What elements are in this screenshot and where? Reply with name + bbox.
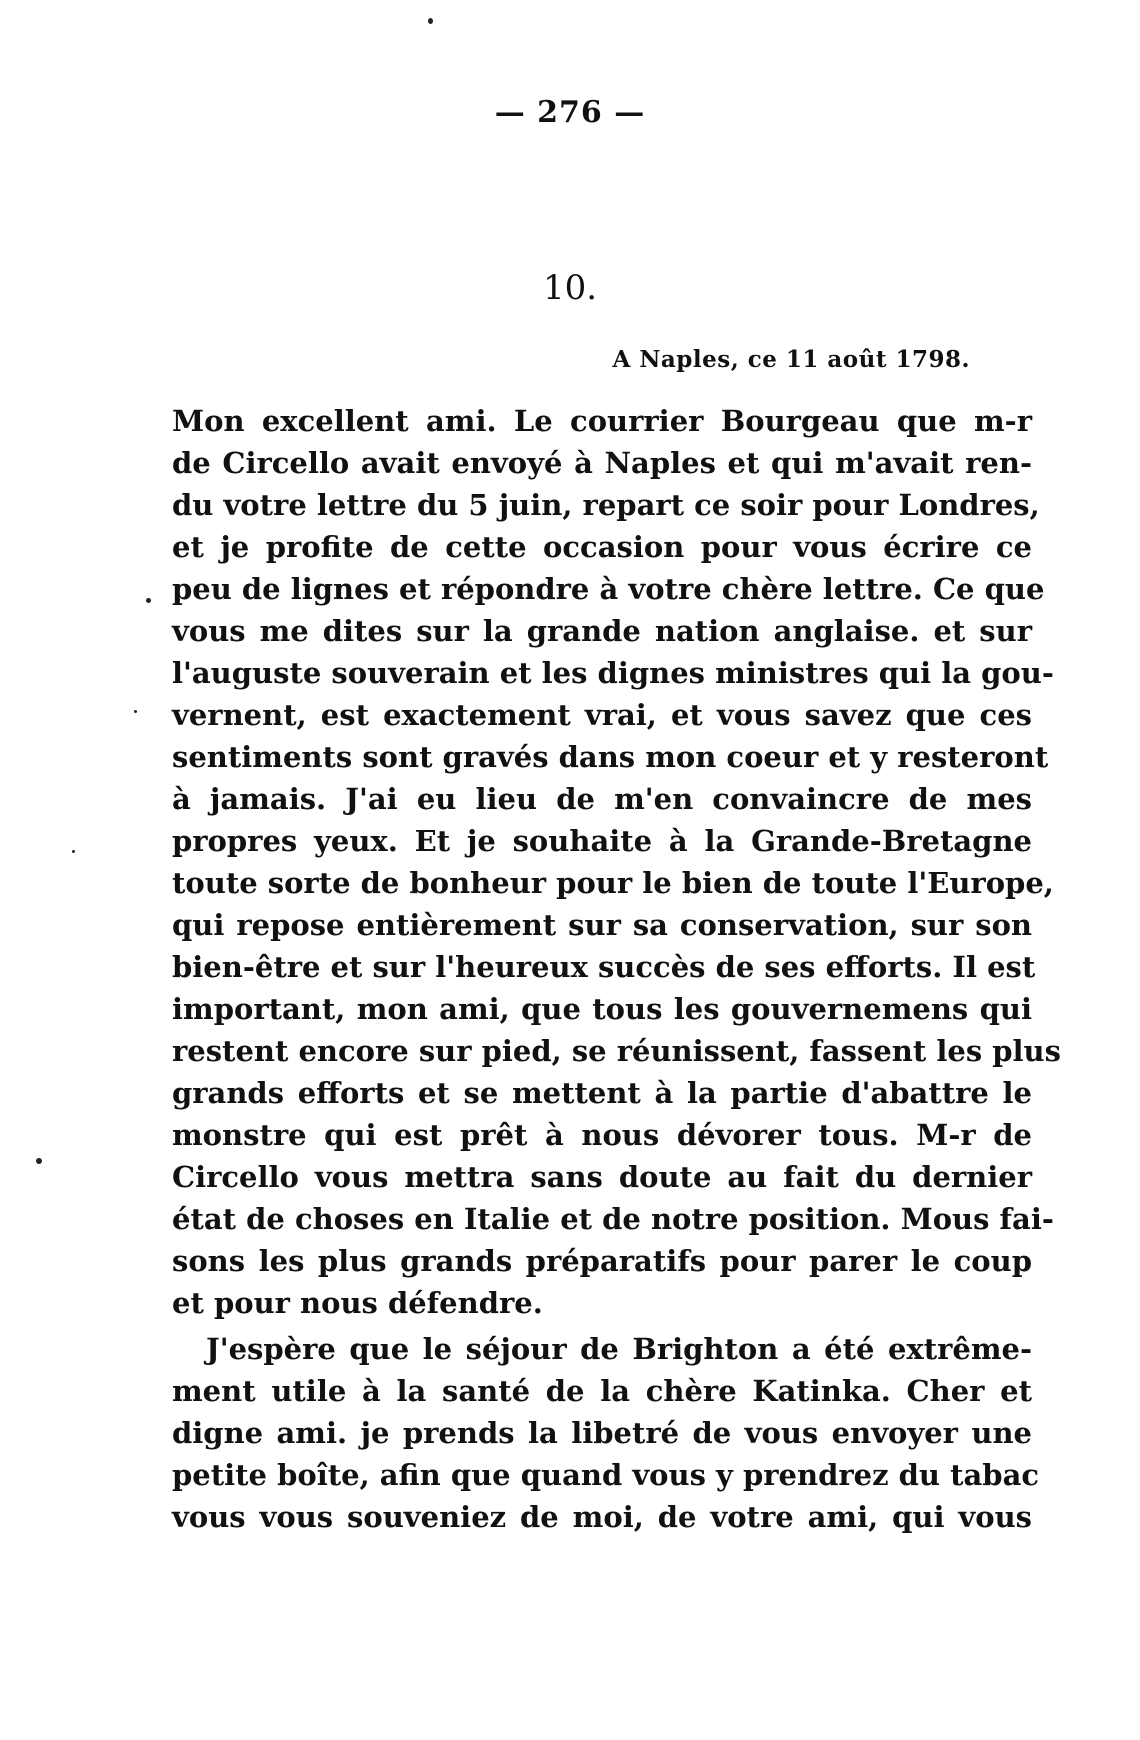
text-line: état de choses en Italie et de notre position. Mous fai-	[172, 1202, 1054, 1236]
text-line: du votre lettre du 5 juin, repart ce soir pour Londres,	[172, 488, 1040, 522]
text-line: et je profite de cette occasion pour vous écrire ce	[172, 530, 1032, 564]
text-line: et pour nous défendre.	[172, 1286, 543, 1320]
scan-speck	[146, 598, 151, 603]
text-line: à jamais. J'ai eu lieu de m'en convaincre de mes	[172, 782, 1032, 816]
text-line: Mon excellent ami. Le courrier Bourgeau que m-r	[172, 404, 1032, 438]
text-line: bien-être et sur l'heureux succès de ses efforts. Il est	[172, 950, 1036, 984]
text-line: sentiments sont gravés dans mon coeur et y resteront	[172, 740, 1049, 774]
scan-speck	[134, 710, 137, 713]
text-line: vernent, est exactement vrai, et vous savez que ces	[172, 698, 1032, 732]
text-line: important, mon ami, que tous les gouvernemens qui	[172, 992, 1032, 1026]
text-line: sons les plus grands préparatifs pour parer le coup	[172, 1244, 1032, 1278]
letter-body	[172, 400, 1061, 1538]
text-line: propres yeux. Et je souhaite à la Grande-Bretagne	[172, 824, 1032, 858]
scan-speck	[36, 1158, 42, 1164]
scan-speck	[428, 18, 433, 24]
text-line: toute sorte de bonheur pour le bien de toute l'Europe,	[172, 866, 1054, 900]
dateline: A Naples, ce 11 août 1798.	[612, 346, 970, 373]
text-line: restent encore sur pied, se réunissent, fassent les plus	[172, 1034, 1061, 1068]
text-line: digne ami. je prends la libetré de vous envoyer une	[172, 1416, 1032, 1450]
text-line: peu de lignes et répondre à votre chère lettre. Ce que	[172, 572, 1045, 606]
text-line: Circello vous mettra sans doute au fait du dernier	[172, 1160, 1032, 1194]
scan-speck	[72, 850, 75, 853]
text-line: de Circello avait envoyé à Naples et qui m'avait ren-	[172, 446, 1032, 480]
text-line: vous vous souveniez de moi, de votre ami, qui vous	[172, 1500, 1032, 1534]
letter-number: 10.	[542, 268, 598, 308]
text-line: grands efforts et se mettent à la partie d'abattre le	[172, 1076, 1032, 1110]
text-line: l'auguste souverain et les dignes ministres qui la gou-	[172, 656, 1054, 690]
text-line: ment utile à la santé de la chère Katinka. Cher et	[172, 1374, 1032, 1408]
text-line: qui repose entièrement sur sa conservation, sur son	[172, 908, 1032, 942]
page-number: — 276 —	[494, 95, 646, 130]
text-line: monstre qui est prêt à nous dévorer tous. M-r de	[172, 1118, 1032, 1152]
text-line: vous me dites sur la grande nation anglaise. et sur	[172, 614, 1032, 648]
text-line: J'espère que le séjour de Brighton a été extrême-	[206, 1332, 1032, 1366]
text-line: petite boîte, afin que quand vous y prendrez du tabac	[172, 1458, 1040, 1492]
